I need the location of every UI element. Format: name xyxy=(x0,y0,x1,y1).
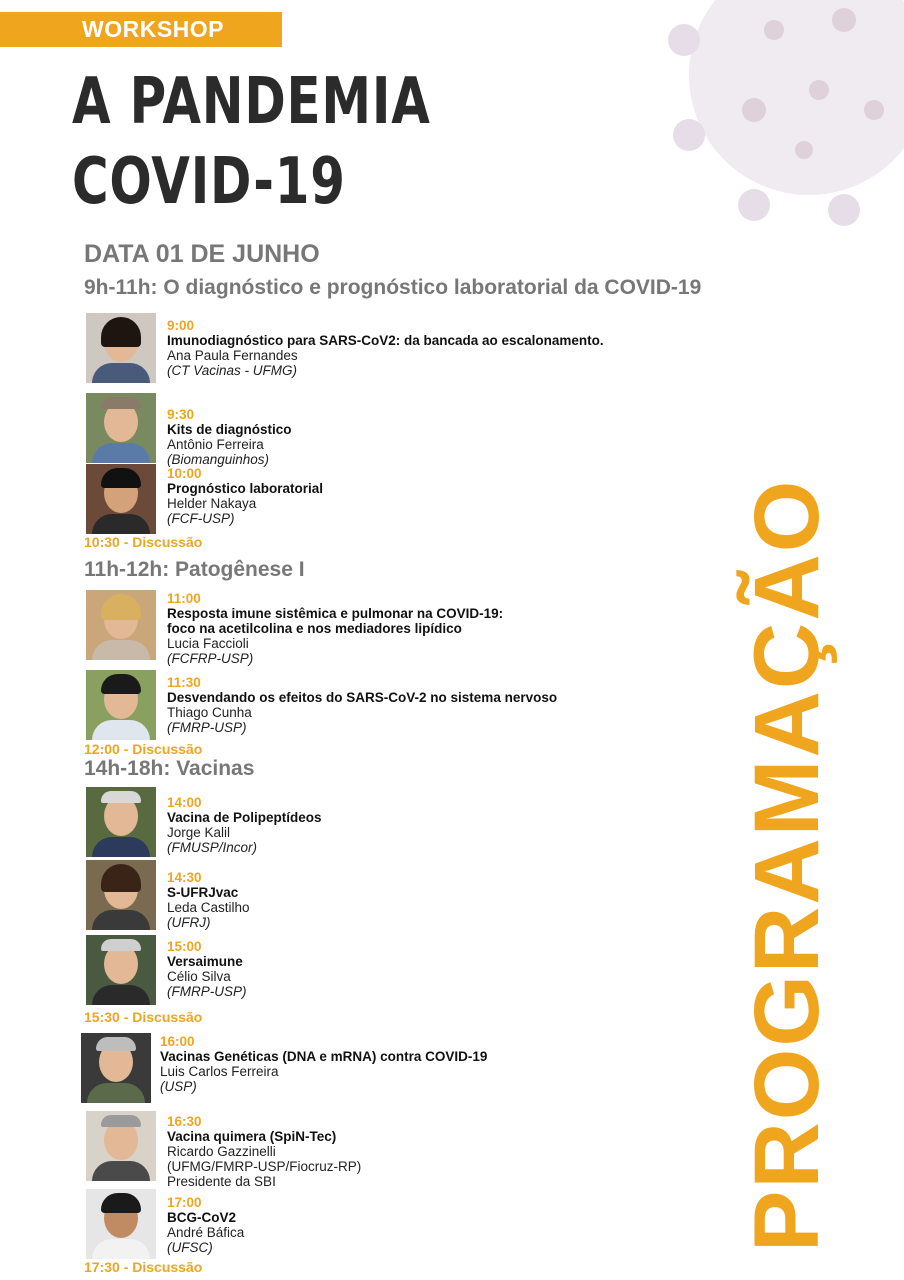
talk-item xyxy=(167,795,322,855)
speaker-photo xyxy=(86,787,156,857)
talk-title: Desvendando os efeitos do SARS-CoV-2 no sistema nervoso xyxy=(167,690,558,705)
speaker-photo xyxy=(81,1033,151,1103)
talk-item xyxy=(167,1195,244,1255)
talk-speaker: Leda Castilho xyxy=(167,900,250,915)
speaker-photo xyxy=(86,590,156,660)
talk-item xyxy=(167,675,557,735)
talk-affiliation: (UFRJ) xyxy=(167,915,211,930)
talk-speaker: Célio Silva xyxy=(167,969,231,984)
speaker-photo xyxy=(86,670,156,740)
talk-affiliation: (FMRP-USP) xyxy=(167,984,247,999)
talk-title: BCG-CoV2 xyxy=(167,1210,237,1225)
talk-speaker: Antônio Ferreira xyxy=(167,437,264,452)
talk-item xyxy=(167,1114,361,1189)
talk-speaker: Ana Paula Fernandes xyxy=(167,348,298,363)
coronavirus-illustration xyxy=(644,0,904,240)
talk-affiliation: (CT Vacinas - UFMG) xyxy=(167,363,298,378)
talk-affiliation: (FMUSP/Incor) xyxy=(167,840,258,855)
talk-time: 17:00 xyxy=(167,1195,202,1210)
talk-affiliation: (Biomanguinhos) xyxy=(167,452,270,467)
talk-item xyxy=(167,407,292,467)
talk-item xyxy=(167,318,604,378)
talk-title: Resposta imune sistêmica e pulmonar na COVID-19: xyxy=(167,606,504,621)
talk-affiliation: (UFSC) xyxy=(167,1240,213,1255)
talk-speaker: Lucia Faccioli xyxy=(167,636,249,651)
talk-affiliation: (FCFRP-USP) xyxy=(167,651,254,666)
event-date: DATA 01 DE JUNHO xyxy=(84,240,320,268)
speaker-photo xyxy=(86,313,156,383)
talk-affiliation: (UFMG/FMRP-USP/Fiocruz-RP) xyxy=(167,1159,362,1174)
talk-title: Kits de diagnóstico xyxy=(167,422,292,437)
talk-time: 11:30 xyxy=(167,675,201,690)
speaker-photo xyxy=(86,860,156,930)
talk-speaker: Helder Nakaya xyxy=(167,496,257,511)
title-line-1: A PANDEMIA xyxy=(72,65,431,139)
talk-time: 16:30 xyxy=(167,1114,202,1129)
talk-item xyxy=(167,466,323,526)
speaker-photo xyxy=(86,1189,156,1259)
talk-title: Prognóstico laboratorial xyxy=(167,481,324,496)
talk-item xyxy=(167,591,503,666)
workshop-tag: WORKSHOP xyxy=(0,12,282,47)
talk-affiliation: (FMRP-USP) xyxy=(167,720,247,735)
talk-speaker-role: Presidente da SBI xyxy=(167,1174,276,1189)
speaker-photo xyxy=(86,1111,156,1181)
talk-title-continued: foco na acetilcolina e nos mediadores lipídico xyxy=(167,621,462,636)
talk-item xyxy=(160,1034,487,1094)
session-heading: 11h-12h: Patogênese I xyxy=(84,558,305,581)
page-title xyxy=(72,62,431,222)
talk-time: 16:00 xyxy=(160,1034,195,1049)
talk-title: S-UFRJvac xyxy=(167,885,239,900)
talk-time: 14:00 xyxy=(167,795,202,810)
talk-time: 11:00 xyxy=(167,591,201,606)
talk-title: Versaimune xyxy=(167,954,243,969)
talk-affiliation: (FCF-USP) xyxy=(167,511,235,526)
talk-title: Vacina de Polipeptídeos xyxy=(167,810,322,825)
talk-time: 14:30 xyxy=(167,870,202,885)
talk-time: 9:00 xyxy=(167,318,195,333)
discussion-slot: 17:30 - Discussão xyxy=(84,1259,203,1275)
discussion-slot: 12:00 - Discussão xyxy=(84,741,203,757)
talk-speaker: André Báfica xyxy=(167,1225,245,1240)
talk-title: Imunodiagnóstico para SARS-CoV2: da bancada ao escalonamento. xyxy=(167,333,604,348)
talk-item xyxy=(167,939,247,999)
talk-speaker: Ricardo Gazzinelli xyxy=(167,1144,276,1159)
talk-speaker: Thiago Cunha xyxy=(167,705,252,720)
talk-time: 9:30 xyxy=(167,407,195,422)
talk-speaker: Jorge Kalil xyxy=(167,825,231,840)
title-line-2: COVID-19 xyxy=(72,145,346,219)
speaker-photo xyxy=(86,464,156,534)
talk-item xyxy=(167,870,250,930)
speaker-photo xyxy=(86,935,156,1005)
session-heading: 9h-11h: O diagnóstico e prognóstico laboratorial da COVID-19 xyxy=(84,276,702,299)
discussion-slot: 15:30 - Discussão xyxy=(84,1009,203,1025)
talk-time: 15:00 xyxy=(167,939,202,954)
discussion-slot: 10:30 - Discussão xyxy=(84,534,203,550)
talk-time: 10:00 xyxy=(167,466,202,481)
session-heading: 14h-18h: Vacinas xyxy=(84,757,255,780)
talk-affiliation: (USP) xyxy=(160,1079,197,1094)
speaker-photo xyxy=(86,393,156,463)
talk-title: Vacinas Genéticas (DNA e mRNA) contra COVID-19 xyxy=(160,1049,488,1064)
programacao-vertical-label: PROGRAMAÇÃO xyxy=(736,478,838,1252)
talk-title: Vacina quimera (SpiN-Tec) xyxy=(167,1129,337,1144)
talk-speaker: Luis Carlos Ferreira xyxy=(160,1064,279,1079)
